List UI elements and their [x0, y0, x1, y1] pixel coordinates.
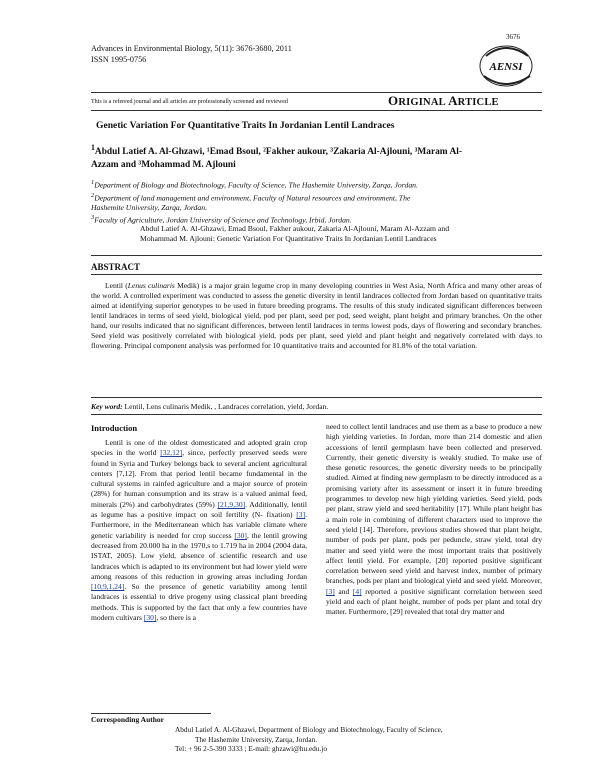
citation-link[interactable]: [30]: [234, 530, 247, 540]
keywords: Key word: Lentil, Lens culinaris Medik, , Landraces correlation, yield, Jordan.: [91, 402, 329, 411]
article-title: Genetic Variation For Quantitative Traits In Jordanian Lentil Landraces: [96, 120, 395, 131]
intro-left-column: Lentil is one of the oldest domesticated and adopted grain crop species in the world [32,12], since, perfectly preserved seeds were found in Syria and Turkey belongs back to several ancient agricultural centers [7,12]. From that period lentil became fundamental in the cultural systems in rainfed agriculture and a major source of protein (28%) for human consumption and its straw is a valued animal feed, minerals (2%) and carbohydrates (59%) [21,9,30]. Additionally, lentil as legume has a positive impact on soil fertility (N- fixation) [3]. Furthermore, in the Mediterranean which has variable climate where genetic variability is needed for crop success [30], the lentil growing decreased from 20.000 ha in the 1970,s to 1.719 ha in 2004 (2004 data, ISTAT, 2005). Low yield, absence of scientific research and use landraces which is adapted to its environment but had lower yield were among reasons of this reduction in growing areas including Jordan [10,9,1,24]. So the presence of genetic variability among lentil landraces is essential to drive progeny using classical plant breeding methods. This is supported by the fact that only a few countries have modern cultivars [30], so there is a: [91, 438, 307, 623]
journal-line-1: Advances in Environmental Biology, 5(11): 3676-3680, 2011: [91, 44, 292, 53]
refereed-note: This is a refereed journal and all articles are professionally screened and reviewed: [91, 99, 288, 105]
citation-link[interactable]: [21,9,30]: [217, 499, 246, 509]
corresponding-author-details: Abdul Latief A. Al-Ghzawi, Department of Biology and Biotechnology, Faculty of Science, The Hashemite University, Zarqa, Jordan. Tel: + 96 2-5-390 3333 ; E-mail: ghzawi@hu.edu.jo: [175, 725, 443, 753]
citation-link[interactable]: [4]: [352, 586, 362, 596]
abstract-rule-mid: [91, 274, 542, 275]
corresponding-author-heading: Corresponding Author: [91, 715, 165, 724]
intro-heading: Introduction: [91, 423, 138, 433]
abstract-rule-top: [91, 255, 542, 256]
abstract-rule-bottom: [91, 397, 542, 398]
abstract-heading: ABSTRACT: [91, 262, 141, 272]
affiliations: $^1$Department of Biology and Biotechnology, Faculty of Science, The Hashemite University, Zarqa, Jordan. $^2$Department of land management and environment, Faculty of Natural resources and environment, The Hashemite University, Zarqa, Jordan. $^3$Faculty of Agriculture, Jordan University of Science and Technology, Irbid, Jordan.: [91, 179, 418, 225]
citation-link[interactable]: [30]: [143, 613, 157, 623]
authors: $^1$Abdul Latief A. Al-Ghzawi, ¹Emad Bsoul, ²Fakher aukour, ³Zakaria Al-Ajlouni, ³Maram Al- Azzam and ³Mohammad M. Ajlouni: [91, 143, 462, 170]
citation-link[interactable]: [3]: [296, 510, 306, 520]
intro-right-column: need to collect lentil landraces and use them as a base to produce a new high yielding varieties. In Jordan, more than 214 domestic and alien accessions of lentil germplasm have been collected and preserved. Currently, their genetic diversity is weakly studied. To make use of these genetic resources, the genetic diversity needs to be principally studied. Aimed at finding new germplasm to be directly introduced as a promising variety after its assessment or insert it in future breeding programmes to develop new high yielding varieties. Seed yield, pods per plant, straw yield and seed heritability [17]. While plant height has a main role in combining of different characters used to improve the seed yield [14]. Therefore, previous studies showed that plant height, number of pods per plant, pods per peduncle, straw yield, total dry matter and seed yield were the most important traits that positively affect lentil yield. For example, [20] reported positive significant correlation between seed yield and harvest index, number of primary branches, pods per plant and biological yield and seed yield. Moreover, [3] and [4] reported a positive significant correlation between seed yield and each of plant height, number of pods per plant and total dry matter. Furthermore, [29] revealed that total dry matter and: [326, 422, 542, 617]
header-rule-bottom: [91, 110, 542, 111]
keywords-rule: [91, 414, 542, 415]
journal-line-2: ISSN 1995-0756: [91, 55, 147, 64]
article-type-label: ORIGINAL ARTICLE: [388, 93, 499, 108]
citation-link[interactable]: [10,9,1,24]: [91, 582, 125, 592]
citation: Abdul Latief A. Al-Ghzawi, Emad Bsoul, Fakher aukour, Zakaria Al-Ajlouni, Maram Al-Azzam and Mohammad M. Ajlouni: Genetic Variation For Quantitative Traits In Jordanian Lentil Landraces: [140, 224, 450, 243]
citation-link[interactable]: [32,12]: [160, 448, 183, 458]
journal-info: [91, 43, 292, 65]
footnote-rule: [91, 713, 211, 714]
logo-text: AENSI: [489, 61, 523, 73]
page-number: 3676: [506, 33, 520, 41]
aensi-logo: [462, 38, 542, 96]
citation-link[interactable]: [3]: [326, 586, 335, 596]
abstract-text: Lentil (Lenus culinaris Medik) is a major grain legume crop in many developing countries in West Asia, North Africa and many other areas of the world. A controlled experiment was conducted to assess the genetic diversity in lentil landraces collected from Jordan based on quantitative traits aimed at identifying superior genotypes to be used in future breeding programs. The results of this study indicated significant differences between lentil landraces in terms of seed yield, biological yield, pod per plant, seed per pod, seed weight, plant height and primary branches. On the other hand, our results indicated that no significant differences, between lentil landraces in terms lowest pods, days of flowering and secondary branches. Seed yield was positively correlated with biological yield, pods per plant, seed yield and plant height and negatively correlated with days to flowering. Principal component analysis was performed for 10 quantitative traits and accounted for 81.8% of the total variation.: [91, 281, 542, 350]
